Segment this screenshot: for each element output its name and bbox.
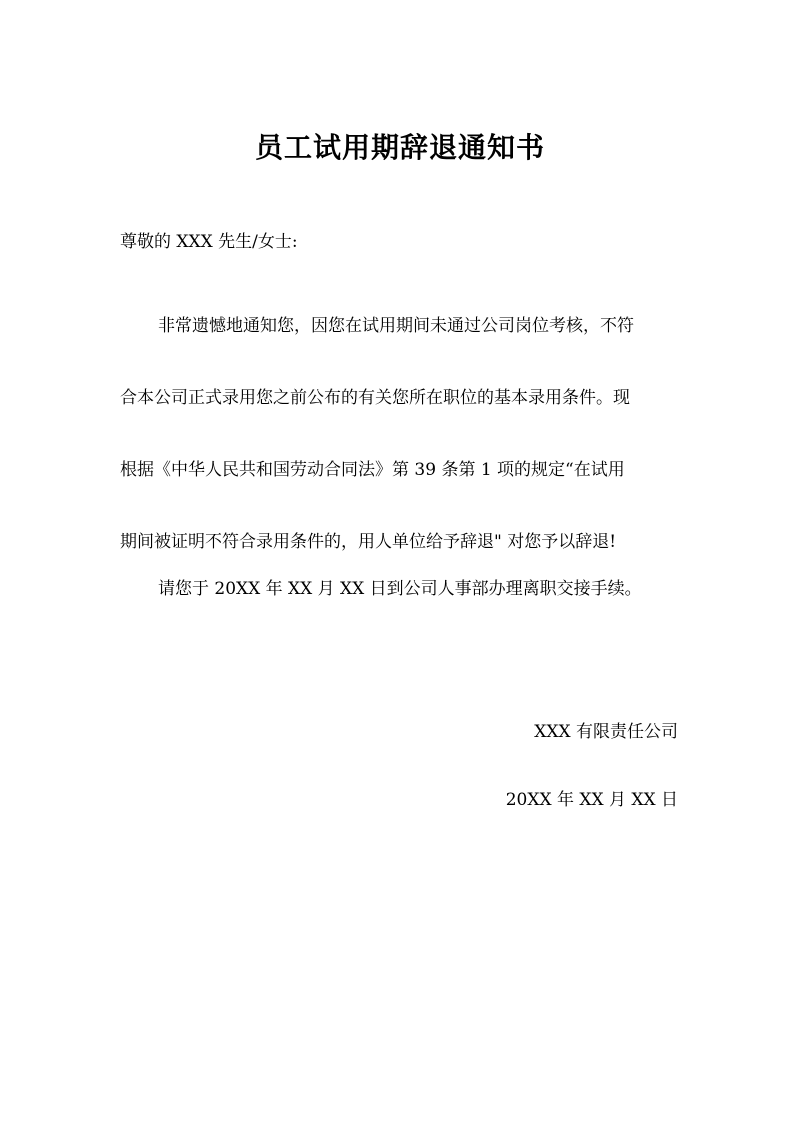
salutation: 尊敬的 XXX 先生/女士: — [120, 232, 298, 252]
signature-date: 20XX 年 XX 月 XX 日 — [505, 790, 678, 810]
body-paragraph — [120, 290, 684, 578]
body-line-3: 根据《中华人民共和国劳动合同法》第 39 条第 1 项的规定“在试用 — [120, 460, 625, 480]
body-line-1: 非常遗憾地通知您，因您在试用期间未通过公司岗位考核，不符 — [158, 316, 634, 336]
instruction-paragraph: 请您于 20XX 年 XX 月 XX 日到公司人事部办理离职交接手续。 — [158, 579, 642, 599]
company-signature: XXX 有限责任公司 — [534, 722, 678, 742]
body-line-2: 合本公司正式录用您之前公布的有关您所在职位的基本录用条件。现 — [120, 388, 630, 408]
document-title: 员工试用期辞退通知书 — [254, 131, 545, 164]
body-line-4: 期间被证明不符合录用条件的，用人单位给予辞退" 对您予以辞退! — [120, 532, 617, 552]
